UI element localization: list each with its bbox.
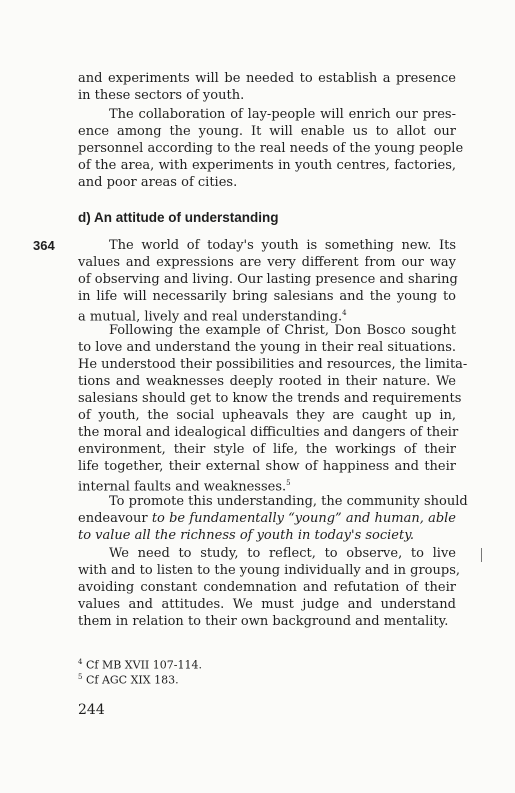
text-line: environment, their style of life, the workings of their: [78, 442, 456, 457]
section-heading: d) An attitude of understanding: [78, 210, 279, 225]
text-line: He understood their possibilities and resources, the limita-: [78, 357, 468, 372]
text-line: them in relation to their own background and mentality.: [78, 614, 449, 629]
text-line: of observing and living. Our lasting presence and sharing: [78, 272, 458, 287]
text-line: We need to study, to reflect, to observe, to live: [109, 546, 456, 561]
text-line: ence among the young. It will enable us to allot our: [78, 124, 456, 139]
text-line: values and expressions are very different from our way: [78, 255, 456, 270]
text-line: avoiding constant condemnation and refutation of their: [78, 580, 456, 595]
text-line: of youth, the social upheavals they are caught up in,: [78, 408, 456, 423]
text-line: a mutual, lively and real understanding.$^4$: [78, 309, 347, 325]
text-line: of the area, with experiments in youth centres, factories,: [78, 158, 456, 173]
text-line: The collaboration of lay-people will enrich our pres-: [109, 107, 456, 122]
text-line: The world of today's youth is something new. Its: [109, 238, 456, 253]
text-line: [78, 527, 456, 544]
text-line: values and attitudes. We must judge and understand: [78, 597, 456, 612]
text-line: and poor areas of cities.: [78, 175, 238, 190]
footnote-ref: 4: [342, 309, 347, 317]
text-line: endeavour to be fundamentally “young” and human, able: [78, 511, 456, 526]
margin-number: 364: [33, 238, 55, 253]
text-line: with and to listen to the young individually and in groups,: [78, 563, 461, 578]
text-line: life together, their external show of happiness and their: [78, 459, 456, 474]
text-line: and experiments will be needed to establish a presence: [78, 71, 456, 86]
text-line: in these sectors of youth.: [78, 88, 245, 103]
text-line: personnel according to the real needs of the young people: [78, 141, 464, 156]
text-line: internal faults and weaknesses.$^5$: [78, 479, 291, 495]
page-number: 244: [78, 702, 105, 718]
margin-mark: [481, 548, 482, 562]
text-line: Following the example of Christ, Don Bosco sought: [109, 323, 456, 338]
italic-phrase: to value all the richness of youth in today's society.: [78, 528, 414, 543]
text-line: to love and understand the young in their real situations.: [78, 340, 456, 355]
text-line: To promote this understanding, the community should: [109, 494, 468, 509]
italic-phrase: to be fundamentally “young” and human, able: [151, 511, 456, 526]
footnote: $^4$ Cf MB XVII 107-114.: [78, 658, 202, 672]
footnote-ref: 5: [286, 479, 291, 487]
text-line: in life will necessarily bring salesians and the young to: [78, 289, 456, 304]
text-line: salesians should get to know the trends and requirements: [78, 391, 462, 406]
footnote: $^5$ Cf AGC XIX 183.: [78, 673, 179, 687]
text-line: the moral and idealogical difficulties and dangers of their: [78, 425, 459, 440]
text-line: tions and weaknesses deeply rooted in their nature. We: [78, 374, 456, 389]
